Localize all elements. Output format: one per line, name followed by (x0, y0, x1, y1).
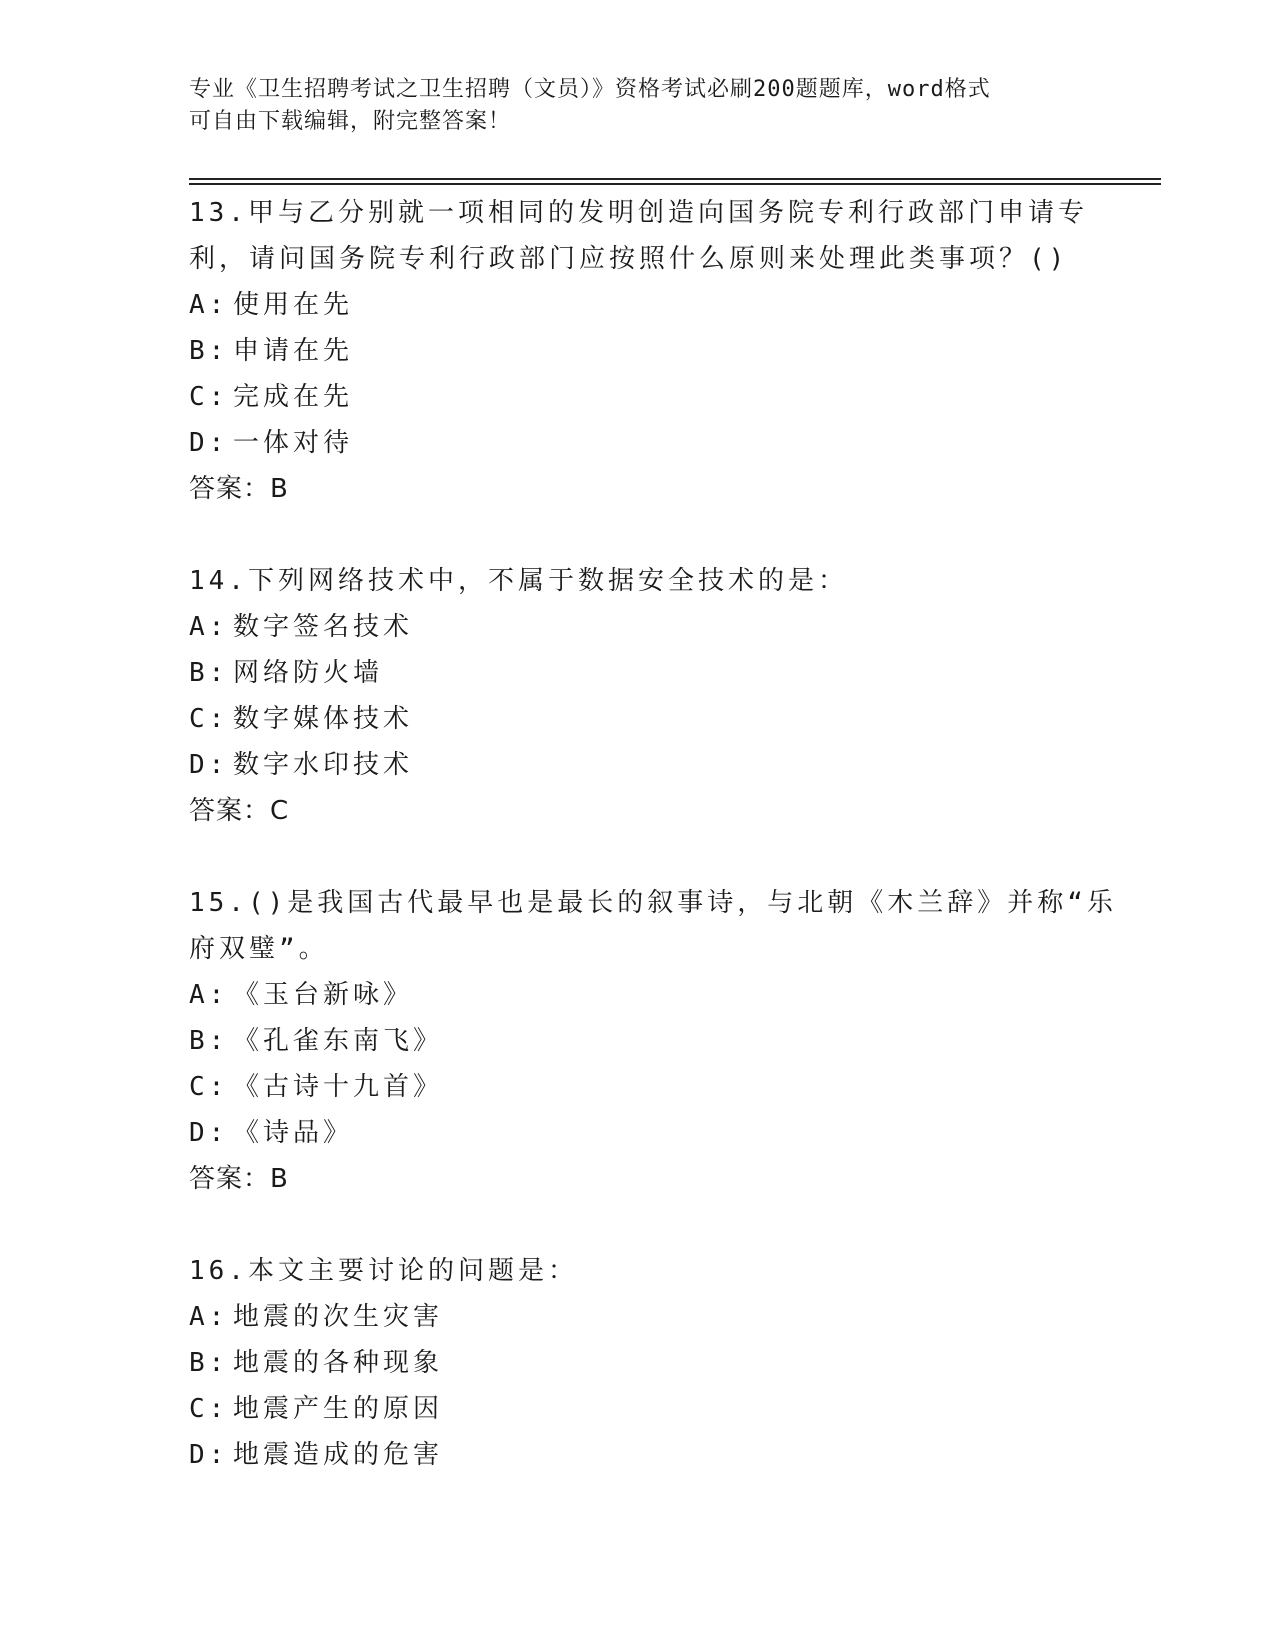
option-letter: A: (189, 980, 229, 1010)
option-text: 地震产生的原因 (233, 1394, 444, 1424)
option-text: 数字签名技术 (233, 612, 414, 642)
option-letter: D: (189, 1118, 229, 1148)
option-text: 地震造成的危害 (233, 1440, 444, 1470)
document-header (189, 74, 1089, 138)
option-letter: B: (189, 1026, 229, 1056)
question-stem: 15.()是我国古代最早也是最长的叙事诗，与北朝《木兰辞》并称“乐府双璧”。 (189, 888, 1117, 964)
answer-line: 答案：B (189, 474, 289, 504)
option-letter: A: (189, 1302, 229, 1332)
header-line-2: 可自由下载编辑，附完整答案！ (189, 109, 512, 134)
option-text: 《玉台新咏》 (233, 980, 414, 1010)
option-a (189, 282, 1129, 328)
option-b (189, 328, 1129, 374)
option-letter: C: (189, 1072, 229, 1102)
option-letter: B: (189, 336, 229, 366)
option-text: 完成在先 (233, 382, 354, 412)
question-stem: 14.下列网络技术中，不属于数据安全技术的是： (189, 566, 848, 596)
question-stem: 13.甲与乙分别就一项相同的发明创造向国务院专利行政部门申请专利，请问国务院专利行政部门应按照什么原则来处理此类事项？() (189, 198, 1088, 274)
option-letter: C: (189, 382, 229, 412)
option-letter: A: (189, 290, 229, 320)
option-text: 使用在先 (233, 290, 354, 320)
option-b (189, 1340, 1129, 1386)
option-letter: D: (189, 428, 229, 458)
option-a (189, 972, 1129, 1018)
question-list (189, 190, 1129, 1524)
option-text: 《孔雀东南飞》 (233, 1026, 444, 1056)
option-c (189, 1064, 1129, 1110)
option-b (189, 650, 1129, 696)
option-c (189, 1386, 1129, 1432)
option-d (189, 1432, 1129, 1478)
option-d (189, 1110, 1129, 1156)
option-b (189, 1018, 1129, 1064)
option-text: 地震的次生灾害 (233, 1302, 444, 1332)
option-a (189, 604, 1129, 650)
question-16 (189, 1248, 1129, 1478)
option-c (189, 374, 1129, 420)
option-c (189, 696, 1129, 742)
option-text: 申请在先 (233, 336, 354, 366)
option-letter: A: (189, 612, 229, 642)
option-text: 一体对待 (233, 428, 354, 458)
option-letter: D: (189, 750, 229, 780)
option-letter: B: (189, 658, 229, 688)
option-letter: D: (189, 1440, 229, 1470)
option-text: 数字媒体技术 (233, 704, 414, 734)
header-divider-bottom (189, 183, 1161, 185)
option-d (189, 742, 1129, 788)
question-stem: 16.本文主要讨论的问题是： (189, 1256, 578, 1286)
header-divider-top (189, 178, 1161, 180)
answer-line: 答案：C (189, 796, 290, 826)
option-a (189, 1294, 1129, 1340)
option-letter: C: (189, 704, 229, 734)
option-text: 数字水印技术 (233, 750, 414, 780)
option-text: 《诗品》 (233, 1118, 354, 1148)
option-letter: B: (189, 1348, 229, 1378)
question-13 (189, 190, 1129, 512)
option-text: 《古诗十九首》 (233, 1072, 444, 1102)
option-text: 地震的各种现象 (233, 1348, 444, 1378)
header-line-1: 专业《卫生招聘考试之卫生招聘（文员）》资格考试必刷200题题库，word格式 (189, 77, 991, 102)
answer-line: 答案：B (189, 1164, 289, 1194)
option-letter: C: (189, 1394, 229, 1424)
question-15 (189, 880, 1129, 1202)
option-d (189, 420, 1129, 466)
option-text: 网络防火墙 (233, 658, 384, 688)
question-14 (189, 558, 1129, 834)
